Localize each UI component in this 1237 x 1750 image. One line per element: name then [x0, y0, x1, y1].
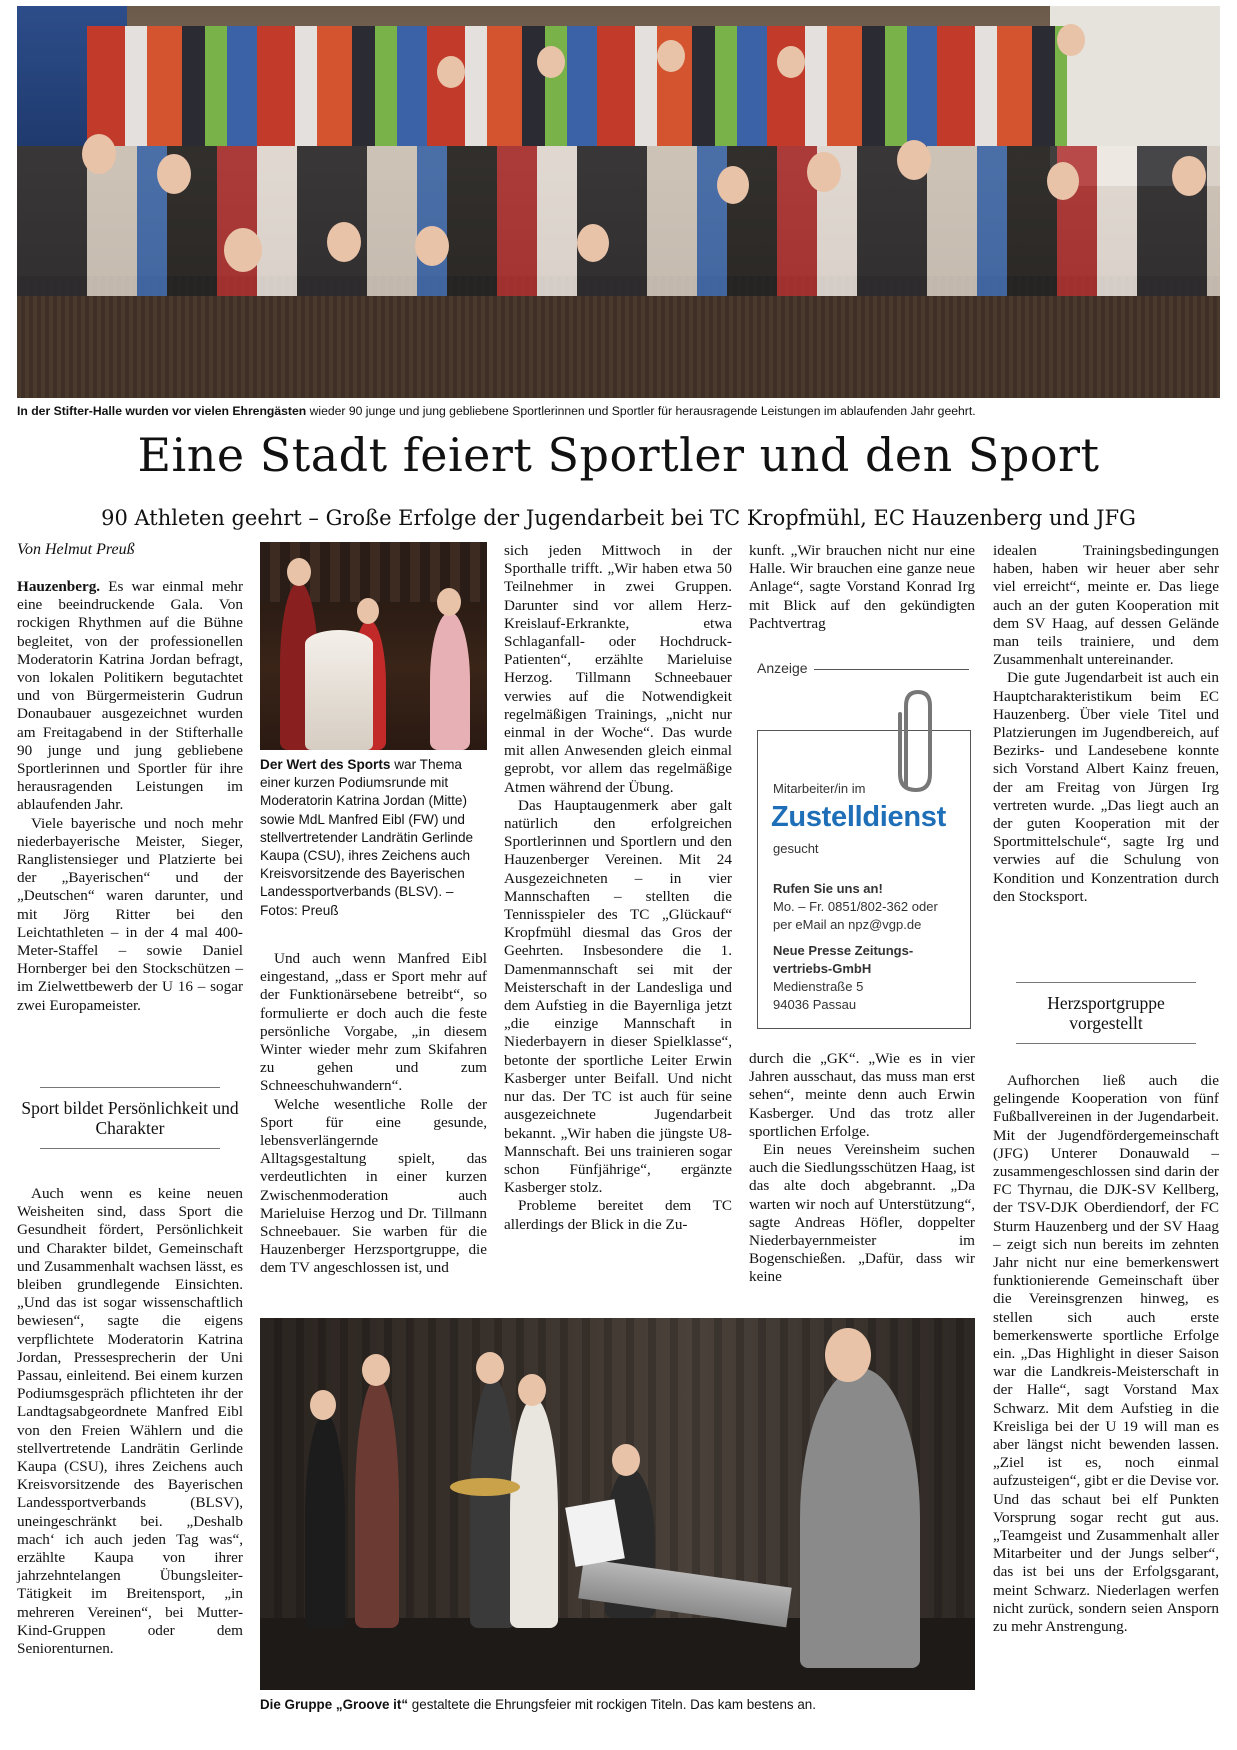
podium-photo-caption: [260, 756, 487, 920]
ad-title: Zustelldienst: [771, 801, 946, 833]
paragraph: sich jeden Mittwoch in der Sporthalle trifft. „Wir haben etwa 50 Teilnehmer in zwei Gruppen. Darunter sind vor allem Herz-Kreislauf-Erkrankte, etwa Schlaganfall- oder Hochdruck-Patienten“, erzählte Marieluise Herzog. Tillmann Schneebauer verwies auf die Notwendigkeit regelmäßigen Trainings, „nicht nur einmal in der Woche“. Das wurde mit allen Anwesenden gleich einmal geprobt, vor allem das regelmäßige Atmen während der Übung.: [504, 542, 732, 796]
ad-hours: Mo. – Fr. 0851/802-362 oder: [773, 899, 938, 914]
column-2: [260, 950, 487, 1278]
ad-email[interactable]: per eMail an npz@vgp.de: [773, 917, 922, 932]
caption-text: gestaltete die Ehrungsfeier mit rockigen Titeln. Das kam bestens an.: [411, 1697, 816, 1712]
keyboardist: [800, 1368, 920, 1668]
ad-position: Mitarbeiter/in im: [773, 781, 866, 796]
paragraph: Viele bayerische und noch mehr niederbayerische Meister, Sieger, Ranglistensieger und Platzierte bei der „Bayerischen“ und der „Deutschen“ waren darunter, und mit Jörg Ritter bei den Leichtathleten – in der 4 mal 400-Meter-Staffel – sowie Daniel Hornberger bei den Stockschützen – im Zielwettbewerb der U 16 – sogar zwei Europameister.: [17, 814, 243, 1014]
paragraph: Probleme bereitet dem TC allerdings der Blick in die Zu-: [504, 1197, 732, 1233]
byline: Von Helmut Preuß: [17, 541, 135, 558]
person-right: [430, 612, 470, 750]
ad-wanted: gesucht: [773, 841, 819, 856]
ad-street: Medienstraße 5: [773, 979, 864, 994]
paragraph: Und auch wenn Manfred Eibl eingestand, „dass er Sport mehr auf der Funktionärsebene betreibt“, so formulierte er doch auch die feste persönliche Vorgabe, „in diesem Winter wieder mehr zum Skifahren zu gehen und zum Schneeschuhwandern“.: [260, 950, 487, 1095]
caption-bold: Die Gruppe „Groove it“: [260, 1697, 409, 1712]
subheadline: 90 Athleten geehrt – Große Erfolge der Jugendarbeit bei TC Kropfmühl, EC Hauzenberg und JFG: [101, 506, 1136, 530]
cymbal: [450, 1478, 520, 1496]
ad-company-1: Neue Presse Zeitungs-: [773, 943, 914, 958]
group-photo-caption: [17, 403, 1220, 420]
caption-text: war Thema einer kurzen Podiumsrunde mit Moderatorin Katrina Jordan (Mitte) sowie MdL Manfred Eibl (FW) und stellvertretender Landrätin Gerlinde Kaupa (CSU), ihres Zeichens auch Kreisvorsitzende des Bayerischen Landessportverbands (BLSV). – Fotos: Preuß: [260, 757, 474, 918]
job-ad[interactable]: [757, 730, 971, 1029]
paragraph: kunft. „Wir brauchen nicht nur eine Halle. Wir brauchen eine ganze neue Anlage“, sagte Vorstand Konrad Irg mit Blick auf den gekündigten Pachtvertrag: [749, 542, 975, 632]
column-3: [504, 542, 732, 1234]
paragraph: Ein neues Vereinsheim suchen auch die Siedlungsschützen Haag, ist das alte doch abgebrannt. „Da warten wir noch auf Unterstützung“, sagte Andreas Höfler, doppelter Niederbayernmeister im Bogenschießen. „Dafür, dass wir keine: [749, 1141, 975, 1286]
subhead-box-2: [993, 982, 1219, 1044]
ad-company-2: vertriebs-GmbH: [773, 961, 872, 976]
ad-call: Rufen Sie uns an!: [773, 881, 883, 896]
sheet-music: [565, 1499, 625, 1567]
column-5-top: [993, 542, 1219, 906]
subhead-box-1: [17, 1087, 243, 1149]
paragraph: [17, 578, 243, 815]
paragraph: Welche wesentliche Rolle der Sport für eine gesunde, lebensverlängernde Alltagsgestaltung spielt, das verdeutlichten in einer kurzen Zwischenmoderation auch Marieluise Herzog und Dr. Tillmann Schneebauer. Sie warben für die Hauzenberger Herzsportgruppe, die dem TV angeschlossen ist, und: [260, 1095, 487, 1277]
podium-table: [305, 630, 373, 750]
paragraph: Auch wenn es keine neuen Weisheiten sind, dass Sport die Gesundheit fördert, Persönlichkeit und Charakter bildet, Gemeinschaft und Zusammenhalt wachsen lässt, es bleiben grundlegende Einsichten. „Und das ist sogar wissenschaftlich bewiesen“, sagte die eigens verpflichtete Moderatorin Katrina Jordan, Pressesprecherin der Uni Passau, einleitend. Bei einem kurzen Podiumsgespräch pflichteten ihr der Landtagsabgeordnete Manfred Eibl von den Freien Wählern und die stellvertretende Landrätin Gerlinde Kaupa (CSU), ihres Zeichens auch Kreisvorsitzende des Bayerischen Landessportverbands (BLSV), uneingeschränkt bei. „Deshalb mach‘ ich auch jeden Tag was“, erzählte Kaupa von ihrer jahrzehntelangen Übungsleiter-Tätigkeit im Breitensport, „in mehreren Vereinen“, bei Mutter-Kind-Gruppen oder dem Seniorenturnen.: [17, 1185, 243, 1658]
singer-1: [305, 1413, 345, 1628]
paragraph: Das Hauptaugenmerk aber galt natürlich den erfolgreichen Sportlerinnen und Sportlern und den Hauzenberger Vereinen. Mit 24 Ausgezeichneten – in vier Mannschaften – stellten die Tennisspieler des TC „Glückauf“ Kropfmühl diesmal das Gros der Geehrten. Insbesondere die 1. Damenmannschaft sei mit der Meisterschaft in der Landesliga und dem Aufstieg in die Bayernliga jetzt „die einzige Mannschaft in Niederbayern in dieser Spielklasse“, betonte der sportliche Leiter Erwin Kasberger unter Beifall. Und nicht nur das. Der TC ist auch für seine ausgezeichnete Jugendarbeit bekannt. „Wir haben die jüngste U8-Mannschaft. Bei uns trainieren sogar schon Fünfjährige“, ergänzte Kasberger stolz.: [504, 796, 732, 1197]
paragraph: Die gute Jugendarbeit ist auch ein Hauptcharakteristikum beim EC Hauzenberg. Über viele Titel und Platzierungen im Jugendbereich, auf Bezirks- und Landesebene konnte sich Vorstand Albert Kainz freuen, der am Freitag von Jürgen Irg vertreten wurde. „Das liegt auch an der guten Kooperation mit der Sportmittelschule“, sagte Irg und verwies auf die Schulung von Kondition und Konzentration durch den Stocksport.: [993, 669, 1219, 905]
subhead: Sport bildet Persönlichkeit und Charakter: [21, 1098, 239, 1138]
guitarist-2: [510, 1398, 558, 1628]
group-photo: [17, 6, 1220, 398]
band-photo: [260, 1318, 975, 1690]
headline: Eine Stadt feiert Sportler und den Sport: [137, 428, 1100, 482]
subhead: Herzsportgruppe vorgestellt: [1047, 993, 1165, 1033]
dateline: Hauzenberg.: [17, 578, 101, 595]
ad-label-row: [757, 660, 969, 678]
column-1-bottom: [17, 1185, 243, 1658]
paperclip-icon: [888, 686, 938, 796]
paragraph: idealen Trainingsbedingungen haben, haben wir heuer aber sehr viel erreicht“, meinte er. Das liege auch an der guten Kooperation mit dem SV Haag, auf dessen Gelände man teils trainiere, und dem Zusammenhalt untereinander.: [993, 542, 1219, 669]
singer-2: [355, 1378, 399, 1628]
divider: [1016, 1043, 1197, 1044]
caption-bold: Der Wert des Sports: [260, 757, 391, 772]
column-1-top: [17, 578, 243, 1015]
caption-text: wieder 90 junge und jung gebliebene Sportlerinnen und Sportler für herausragende Leistungen im ablaufenden Jahr geehrt.: [309, 404, 976, 418]
paragraph: durch die „GK“. „Wie es in vier Jahren ausschaut, das muss man erst sehen“, meinte denn auch Erwin Kasberger. Und das trotz aller sportlichen Erfolge.: [749, 1050, 975, 1140]
ad-city: 94036 Passau: [773, 997, 857, 1012]
column-5-bottom: [993, 1072, 1219, 1636]
divider: [40, 1148, 221, 1149]
band-photo-caption: [260, 1696, 975, 1713]
column-4-top: [749, 542, 975, 633]
caption-bold: In der Stifter-Halle wurden vor vielen Ehrengästen: [17, 404, 307, 418]
paragraph: Aufhorchen ließ auch die gelingende Kooperation von fünf Fußballvereinen in der Jugendarbeit. Mit der Jugendfördergemeinschaft (JFG) Unterer Donauwald – zusammengeschlossen sind darin der FC Thyrnau, die DJK-SV Kellberg, der TSV-DJK Oberdiendorf, der FC Sturm Hauzenberg und der SV Haag – zeigt sich nun bereits im zehnten Jahr nicht nur eine bemerkenswert funktionierende Gemeinschaft über die Vereinsgrenzen hinweg, es stellen sich auch erste bemerkenswerte sportliche Erfolge ein. „Das Highlight in dieser Saison war die Landkreis-Meisterschaft in der Halle“, sagt Vorstand Max Schwarz. Mit dem Aufstieg in die Kreisliga bei der U 19 will man es aber längst nicht bewenden lassen. „Ziel ist es, noch einmal aufzusteigen“, gibt er die Devise vor. Und das schaut bei elf Punkten Vorsprung sogar recht gut aus. „Teamgeist und Zusammenhalt aller Mitarbeiter und der Jungs selber“, das ist bei uns der Erfolgsgarant, meint Schwarz. Niederlagen werfen nicht zurück, sondern seien Ansporn zu mehr Anstrengung.: [993, 1072, 1219, 1636]
ad-label: Anzeige: [757, 660, 814, 676]
podium-photo: [260, 542, 487, 750]
column-4-bottom: [749, 1050, 975, 1287]
paragraph-text: Es war einmal mehr eine beeindruckende Gala. Von rockigen Rhythmen auf die Bühne begleitet, von der professionellen Moderatorin Katrina Jordan befragt, von lokalen Politikern begutachtet und von Bürgermeisterin Gudrun Donaubauer ausgezeichnet wurden am Freitagabend in der Stifterhalle 90 junge und jung gebliebene Sportlerinnen und Sportler für ihre herausragenden Leistungen im ablaufenden Jahr.: [17, 578, 243, 814]
